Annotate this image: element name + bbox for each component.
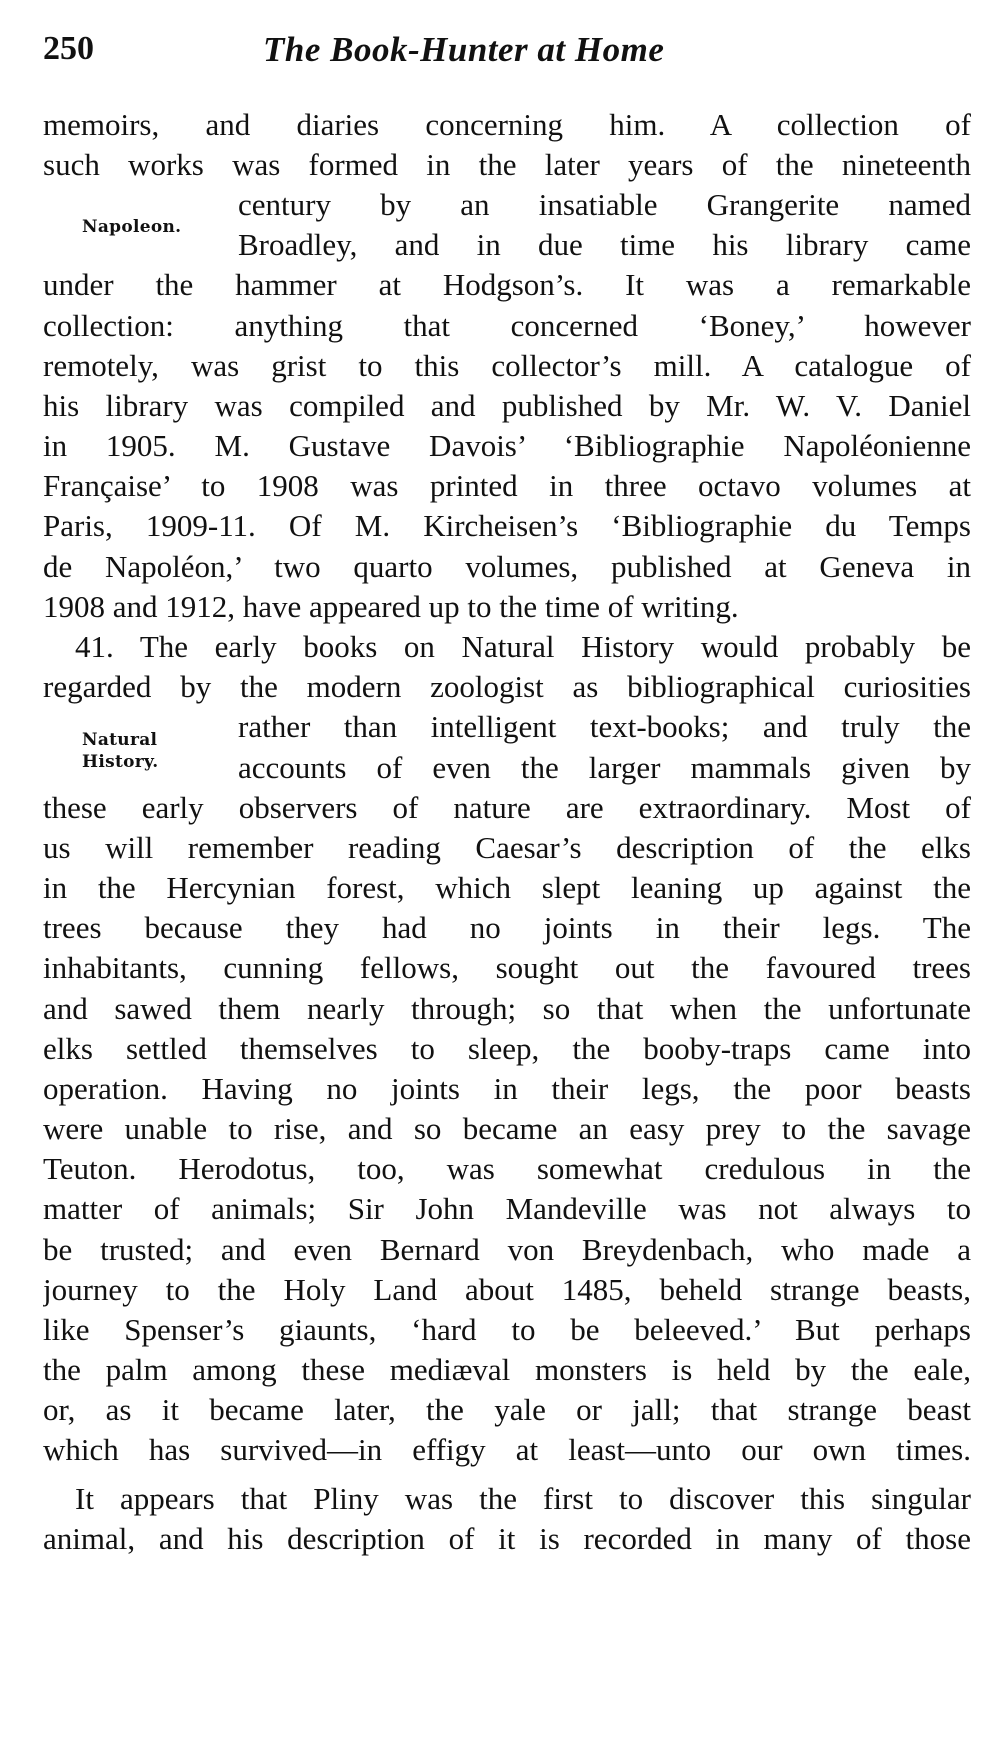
text-line: Paris, 1909-11. Of M. Kircheisen’s ‘Bibliographie du Temps	[43, 508, 971, 543]
text-line: or, as it became later, the yale or jall; that strange beast	[43, 1392, 971, 1427]
text-line: It appears that Pliny was the first to discover this singular	[75, 1481, 971, 1516]
text-line: us will remember reading Caesar’s description of the elks	[43, 830, 971, 865]
text-line: rather than intelligent text-books; and truly the	[238, 709, 971, 744]
text-line: journey to the Holy Land about 1485, beheld strange beasts,	[43, 1272, 971, 1307]
text-line: these early observers of nature are extraordinary. Most of	[43, 790, 971, 825]
text-line: matter of animals; Sir John Mandeville was not always to	[43, 1191, 971, 1226]
page-header	[43, 22, 973, 82]
page-number: 250	[43, 30, 94, 67]
text-line: 1908 and 1912, have appeared up to the time of writing.	[43, 589, 739, 624]
text-line: which has survived—in effigy at least—unto our own times.	[43, 1432, 971, 1467]
text-line: operation. Having no joints in their legs, the poor beasts	[43, 1071, 971, 1106]
text-line: de Napoléon,’ two quarto volumes, published at Geneva in	[43, 549, 971, 584]
text-line: trees because they had no joints in their legs. The	[43, 910, 971, 945]
text-line: his library was compiled and published by Mr. W. V. Daniel	[43, 388, 971, 423]
text-line: were unable to rise, and so became an easy prey to the savage	[43, 1111, 971, 1146]
text-line: under the hammer at Hodgson’s. It was a remarkable	[43, 267, 971, 302]
text-line: Française’ to 1908 was printed in three octavo volumes at	[43, 468, 971, 503]
sidenote-history: History.	[82, 752, 159, 772]
text-line: animal, and his description of it is recorded in many of those	[43, 1521, 971, 1556]
text-line: in the Hercynian forest, which slept leaning up against the	[43, 870, 971, 905]
text-line: remotely, was grist to this collector’s mill. A catalogue of	[43, 348, 971, 383]
text-line: memoirs, and diaries concerning him. A collection of	[43, 107, 971, 142]
text-line: in 1905. M. Gustave Davois’ ‘Bibliographie Napoléonienne	[43, 428, 971, 463]
text-line: and sawed them nearly through; so that when the unfortunate	[43, 991, 971, 1026]
text-line: collection: anything that concerned ‘Boney,’ however	[43, 308, 971, 343]
text-line: Broadley, and in due time his library came	[238, 227, 971, 262]
text-line: the palm among these mediæval monsters is held by the eale,	[43, 1352, 971, 1387]
text-line: century by an insatiable Grangerite named	[238, 187, 971, 222]
text-line: such works was formed in the later years of the nineteenth	[43, 147, 971, 182]
text-line: elks settled themselves to sleep, the booby-traps came into	[43, 1031, 971, 1066]
text-line: like Spenser’s giaunts, ‘hard to be beleeved.’ But perhaps	[43, 1312, 971, 1347]
text-line: accounts of even the larger mammals given by	[238, 750, 971, 785]
sidenote-napoleon: Napoleon.	[82, 217, 182, 237]
sidenote-natural: Natural	[82, 730, 158, 750]
text-line: regarded by the modern zoologist as bibliographical curiosities	[43, 669, 971, 704]
text-line: be trusted; and even Bernard von Breydenbach, who made a	[43, 1232, 971, 1267]
running-title: The Book-Hunter at Home	[263, 30, 665, 69]
text-line: 41. The early books on Natural History would probably be	[75, 629, 971, 664]
text-line: inhabitants, cunning fellows, sought out the favoured trees	[43, 950, 971, 985]
text-line: Teuton. Herodotus, too, was somewhat credulous in the	[43, 1151, 971, 1186]
